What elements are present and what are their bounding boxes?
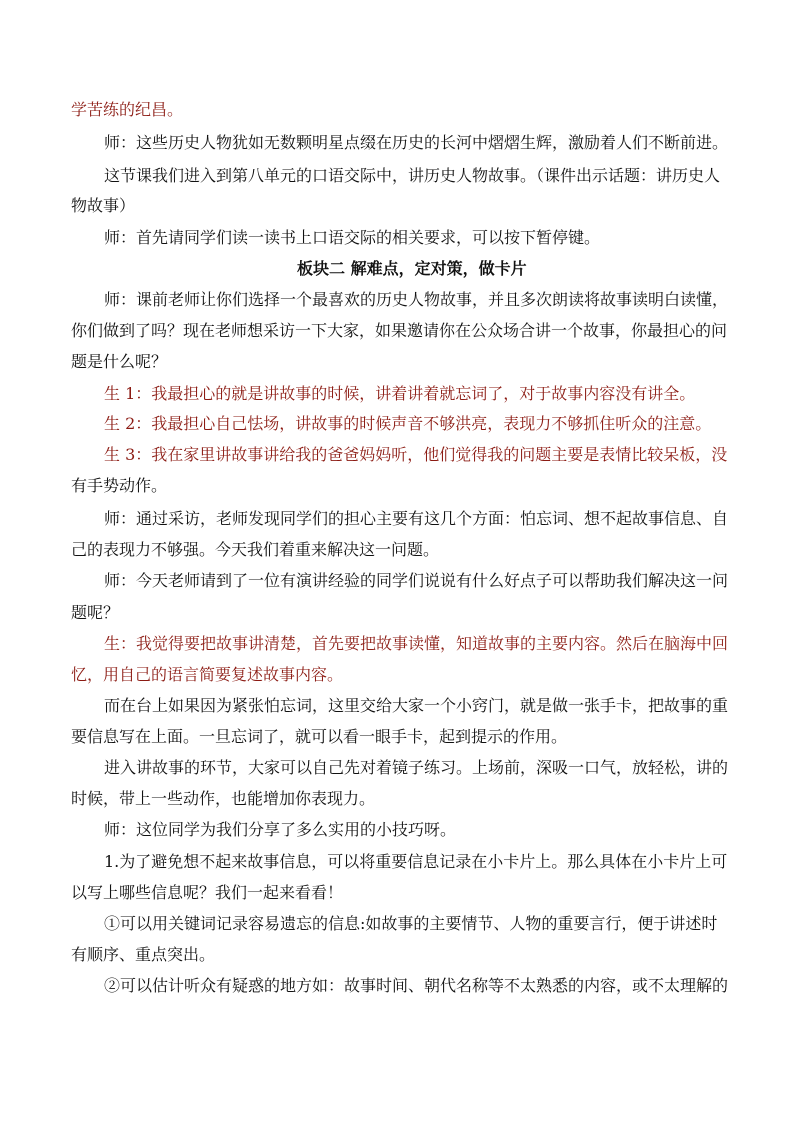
- text-line: ②可以估计听众有疑惑的地方如：故事时间、朝代名称等不太熟悉的内容，或不太理解的: [104, 976, 729, 995]
- text-line: 你们做到了吗？现在老师想采访一下大家，如果邀请你在公众场合讲一个故事，你最担心的问: [71, 321, 728, 340]
- text-line: 以写上哪些信息呢？我们一起来看看！: [71, 883, 344, 902]
- text-line: 1.为了避免想不起来故事信息，可以将重要信息记录在小卡片上。那么具体在小卡片上可: [104, 852, 728, 871]
- student-reply-line: 忆，用自己的语言简要复述故事内容。: [71, 665, 344, 684]
- text-line: 师：今天老师请到了一位有演讲经验的同学们说说有什么好点子可以帮助我们解决这一问: [104, 571, 729, 590]
- text-line: 师：课前老师让你们选择一个最喜欢的历史人物故事，并且多次朗读将故事读明白读懂，: [104, 290, 729, 309]
- student-reply-line: 生 2：我最担心自己怯场，讲故事的时候声音不够洪亮，表现力不够抓住听众的注意。: [104, 414, 712, 433]
- text-line: 师：这些历史人物犹如无数颗明星点缀在历史的长河中熠熠生辉，激励着人们不断前进。: [104, 133, 729, 152]
- text-line: 有顺序、重点突出。: [71, 945, 216, 964]
- text-line: 学苦练的纪昌。: [71, 100, 184, 119]
- text-line: 而在台上如果因为紧张怕忘词，这里交给大家一个小窍门，就是做一张手卡，把故事的重: [104, 696, 729, 715]
- text-line: 进入讲故事的环节，大家可以自己先对着镜子练习。上场前，深吸一口气，放轻松，讲的: [104, 758, 729, 777]
- text-line: 己的表现力不够强。今天我们着重来解决这一问题。: [71, 540, 440, 559]
- text-line: 师：这位同学为我们分享了多么实用的小技巧呀。: [104, 820, 457, 839]
- student-reply-line: 生：我觉得要把故事讲清楚，首先要把故事读懂，知道故事的主要内容。然后在脑海中回: [104, 634, 729, 653]
- text-line: 要信息写在上面。一旦忘词了，就可以看一眼手卡，起到提示的作用。: [71, 727, 568, 746]
- text-line: 时候，带上一些动作，也能增加你表现力。: [71, 789, 376, 808]
- student-reply-line: 生 3：我在家里讲故事讲给我的爸爸妈妈听，他们觉得我的问题主要是表情比较呆板，没: [104, 445, 728, 464]
- text-line: 师：通过采访，老师发现同学们的担心主要有这几个方面：怕忘词、想不起故事信息、自: [104, 509, 729, 528]
- student-reply-line: 生 1：我最担心的就是讲故事的时候，讲着讲着就忘词了，对于故事内容没有讲全。: [104, 384, 696, 403]
- text-line: 有手势动作。: [71, 476, 168, 495]
- section-heading: 板块二 解难点，定对策，做卡片: [297, 259, 527, 278]
- text-line: 题呢？: [71, 603, 120, 622]
- text-line: 题是什么呢？: [71, 352, 168, 371]
- text-line: 物故事）: [71, 196, 136, 215]
- text-line: ①可以用关键词记录容易遗忘的信息:如故事的主要情节、人物的重要言行，便于讲述时: [104, 914, 718, 933]
- text-line: 这节课我们进入到第八单元的口语交际中，讲历史人物故事。（课件出示话题：讲历史人: [104, 166, 721, 185]
- text-line: 师：首先请同学们读一读书上口语交际的相关要求，可以按下暂停键。: [104, 228, 601, 247]
